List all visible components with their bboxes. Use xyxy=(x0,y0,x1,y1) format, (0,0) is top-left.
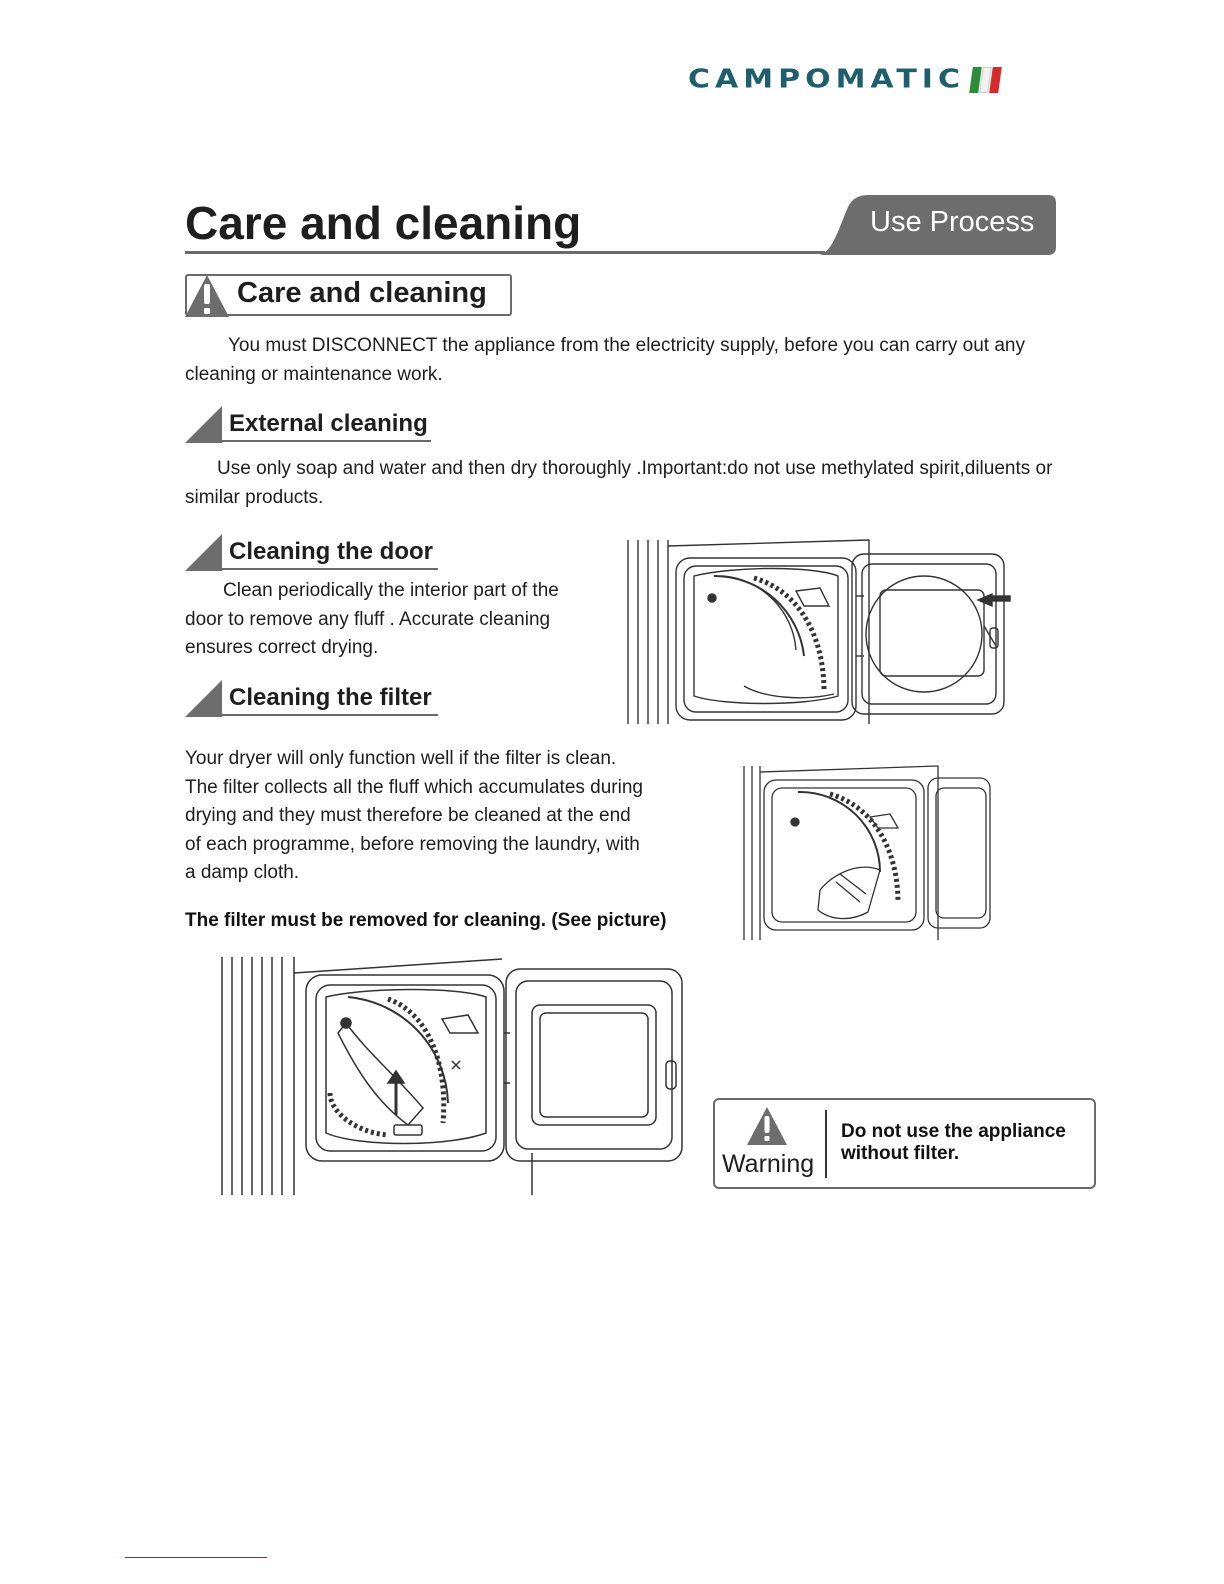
section-tab-label: Use Process xyxy=(870,206,1035,238)
warning-triangle-icon xyxy=(746,1106,788,1146)
door-cleaning-label: Cleaning the door xyxy=(229,538,433,565)
filter-wipe-illustration xyxy=(740,762,994,944)
door-cleaning-paragraph xyxy=(185,577,605,663)
warning-label: Warning xyxy=(722,1150,815,1178)
warning-message xyxy=(841,1121,1066,1165)
external-cleaning-heading xyxy=(185,406,435,442)
door-line-2: door to remove any fluff . Accurate cleaning xyxy=(185,608,551,630)
section-marker-icon xyxy=(185,406,223,443)
door-cleaning-illustration xyxy=(624,536,1016,728)
door-line-1: Clean periodically the interior part of the xyxy=(223,580,559,601)
brand-name: CAMPOMATIC xyxy=(688,64,965,95)
external-cleaning-label: External cleaning xyxy=(229,410,428,437)
warning-triangle-icon xyxy=(184,274,230,318)
external-cleaning-paragraph xyxy=(185,455,1065,512)
filter-line-2: The filter collects all the fluff which accumulates during xyxy=(185,776,643,798)
filter-line-5: a damp cloth. xyxy=(185,862,300,883)
disconnect-text: You must DISCONNECT the appliance from the electricity supply, before you can carry out any cleaning or maintenance work. xyxy=(185,335,1025,385)
door-cleaning-heading xyxy=(185,534,440,570)
page-title: Care and cleaning xyxy=(185,197,582,249)
door-line-3: ensures correct drying. xyxy=(185,637,379,658)
filter-cleaning-label: Cleaning the filter xyxy=(229,684,432,711)
title-underline xyxy=(185,251,825,254)
section-marker-icon xyxy=(185,680,223,717)
footer-rule xyxy=(125,1557,267,1558)
warning-heading-label: Care and cleaning xyxy=(237,277,487,309)
filter-line-4: of each programme, before removing the laundry, with xyxy=(185,833,640,855)
section-marker-icon xyxy=(185,534,223,571)
filter-line-3: drying and they must therefore be cleaned at the end xyxy=(185,805,631,826)
filter-line-1: Your dryer will only function well if the filter is clean. xyxy=(185,748,617,769)
italian-flag-icon xyxy=(971,67,1001,93)
filter-removal-note: The filter must be removed for cleaning. (See picture) xyxy=(185,910,667,931)
warning-divider xyxy=(825,1110,827,1178)
filter-removal-illustration xyxy=(218,953,688,1197)
brand-logo xyxy=(688,62,1001,97)
filter-cleaning-paragraph xyxy=(185,745,685,888)
warning-message-line-1: Do not use the appliance xyxy=(841,1121,1066,1142)
filter-cleaning-heading xyxy=(185,680,440,716)
disconnect-paragraph xyxy=(185,332,1065,389)
warning-message-line-2: without filter. xyxy=(841,1143,960,1164)
external-cleaning-text: Use only soap and water and then dry thoroughly .Important:do not use methylated spirit,diluents or similar products. xyxy=(185,458,1053,508)
